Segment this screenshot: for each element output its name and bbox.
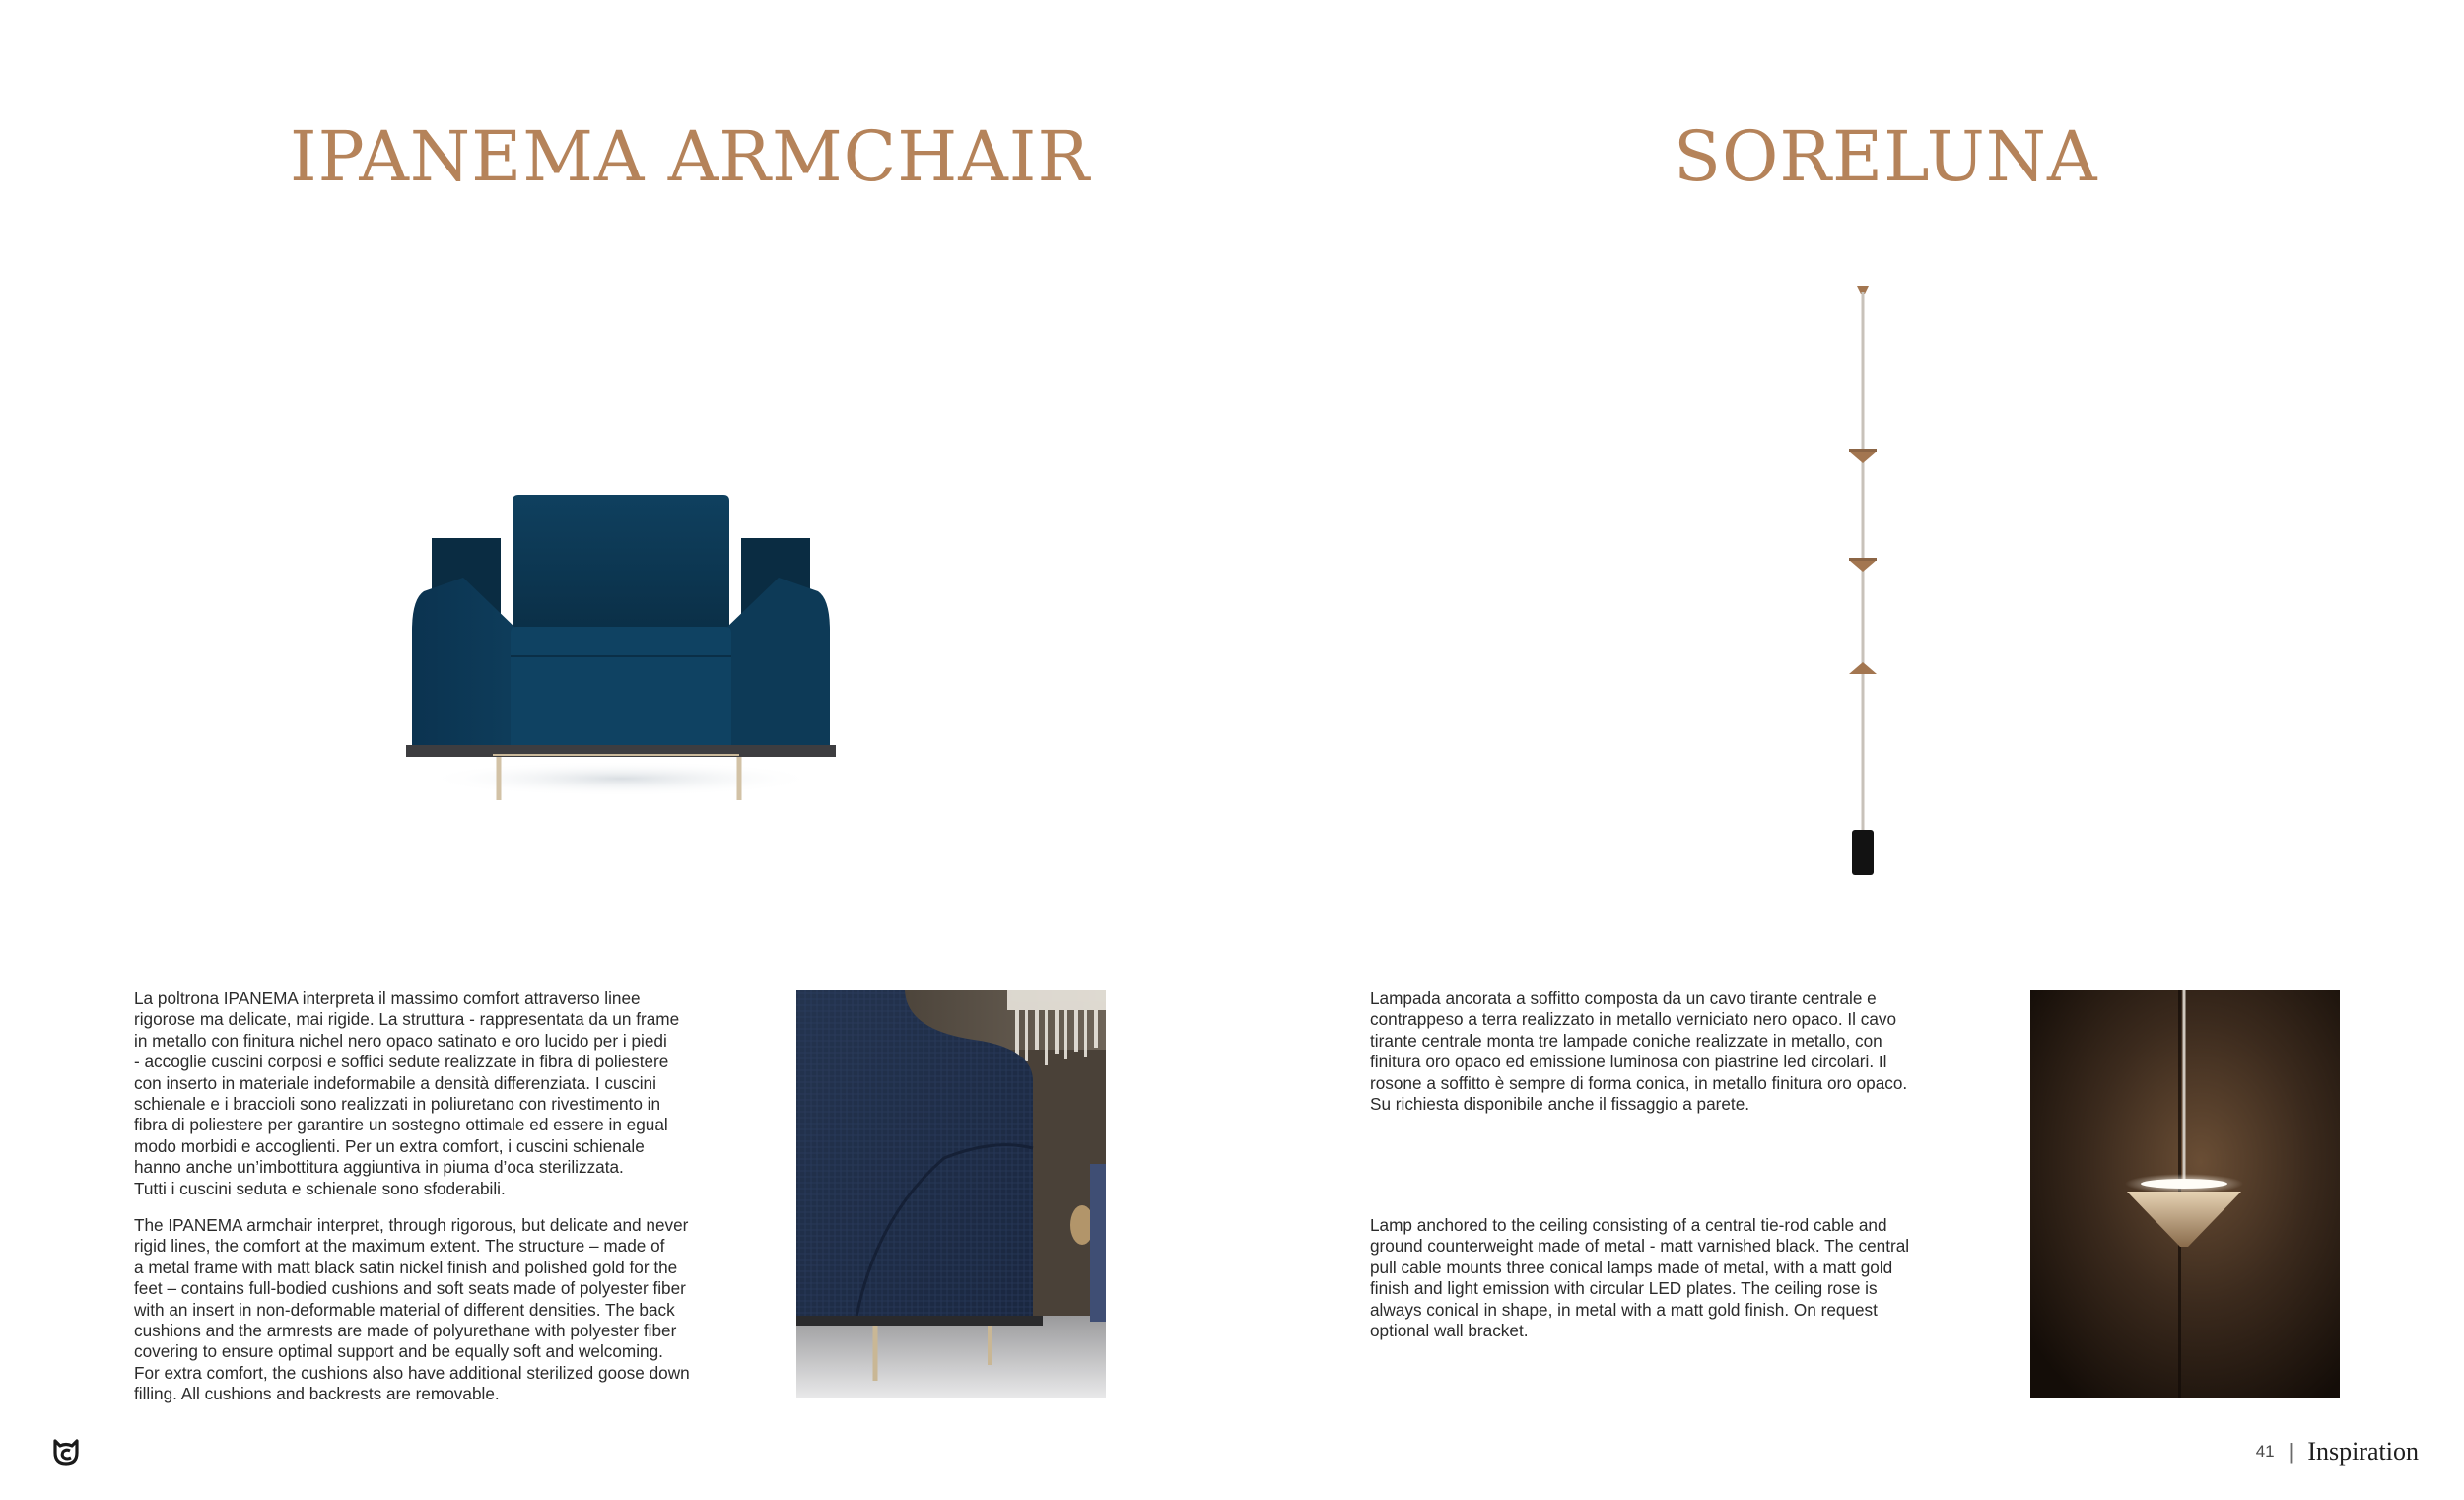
text-line: La poltrona IPANEMA interpreta il massimo comfort attraverso linee xyxy=(134,989,641,1008)
text-line: contrappeso a terra realizzato in metallo verniciato nero opaco. Il cavo xyxy=(1370,1009,1897,1030)
section-name: Inspiration xyxy=(2307,1437,2419,1466)
armchair-description-english xyxy=(134,1215,745,1405)
text-line: Tutti i cuscini seduta e schienale sono sfoderabili. xyxy=(134,1178,506,1198)
text-line: For extra comfort, the cushions also have additional sterilized goose down xyxy=(134,1362,690,1383)
armchair-image xyxy=(394,483,848,818)
text-line: a metal frame with matt black satin nickel finish and polished gold for the xyxy=(134,1257,678,1277)
footer-pagination xyxy=(2256,1437,2419,1466)
text-line: - accoglie cuscini corposi e soffici sedute realizzate in fibra di poliestere xyxy=(134,1052,669,1072)
text-line: fibra di poliestere per garantire un sostegno ottimale ed essere in egual xyxy=(134,1115,668,1135)
text-line: rosone a soffitto è sempre di forma conica, in metallo finitura oro opaco. xyxy=(1370,1072,1908,1093)
lamp-description-italian xyxy=(1370,989,1961,1115)
text-line: rigid lines, the comfort at the maximum extent. The structure – made of xyxy=(134,1236,665,1257)
text-line: finitura oro opaco ed emissione luminosa con piastrine led circolari. Il xyxy=(1370,1052,1887,1072)
footer-separator: | xyxy=(2288,1439,2294,1464)
text-line: Su richiesta disponibile anche il fissaggio a parete. xyxy=(1370,1094,1750,1115)
text-line: always conical in shape, in metal with a matt gold finish. On request xyxy=(1370,1299,1878,1320)
text-line: pull cable mounts three conical lamps made of metal, with a matt gold xyxy=(1370,1257,1893,1277)
text-line: schienale e i braccioli sono realizzati in poliuretano con rivestimento in xyxy=(134,1094,661,1115)
page-number: 41 xyxy=(2255,1442,2275,1461)
text-line: tirante centrale monta tre lampade coniche realizzate in metallo, con xyxy=(1370,1030,1882,1051)
text-line: ground counterweight made of metal - matt varnished black. The central xyxy=(1370,1236,1910,1257)
text-line: finish and light emission with circular LED plates. The ceiling rose is xyxy=(1370,1278,1878,1299)
lamp-title: SORELUNA xyxy=(1674,116,2098,197)
text-line: modo morbidi e accoglienti. Per un extra comfort, i cuscini schienale xyxy=(134,1135,645,1156)
text-line: rigorose ma delicate, mai rigide. La struttura - rappresentata da un frame xyxy=(134,1009,680,1030)
text-line: covering to ensure optimal support and be equally soft and welcoming. xyxy=(134,1341,663,1362)
text-line: with an insert in non-deformable material of different densities. The back xyxy=(134,1299,675,1320)
text-line: con inserto in materiale indeformabile a densità differenziata. I cuscini xyxy=(134,1072,656,1093)
text-line: feet – contains full-bodied cushions and soft seats made of polyester fiber xyxy=(134,1278,686,1299)
armchair-description-italian xyxy=(134,989,745,1199)
brand-logo-icon xyxy=(51,1437,81,1466)
text-line: cushions and the armrests are made of polyurethane with polyester fiber xyxy=(134,1321,677,1341)
armchair-title: IPANEMA ARMCHAIR xyxy=(290,116,1091,197)
lamp-detail-photo xyxy=(2030,990,2340,1398)
text-line: The IPANEMA armchair interpret, through rigorous, but delicate and never xyxy=(134,1215,689,1235)
text-line: Lamp anchored to the ceiling consisting of a central tie-rod cable and xyxy=(1370,1215,1887,1235)
text-line: filling. All cushions and backrests are removable. xyxy=(134,1384,500,1404)
armchair-detail-photo xyxy=(796,990,1106,1398)
text-line: hanno anche un’imbottitura aggiuntiva in piuma d’oca sterilizzata. xyxy=(134,1157,624,1178)
lamp-image xyxy=(1823,282,1902,883)
text-line: Lampada ancorata a soffitto composta da un cavo tirante centrale e xyxy=(1370,989,1877,1008)
lamp-description-english xyxy=(1370,1215,1961,1341)
text-line: optional wall bracket. xyxy=(1370,1321,1529,1341)
text-line: in metallo con finitura nichel nero opaco satinato e oro lucido per i piedi xyxy=(134,1030,667,1051)
